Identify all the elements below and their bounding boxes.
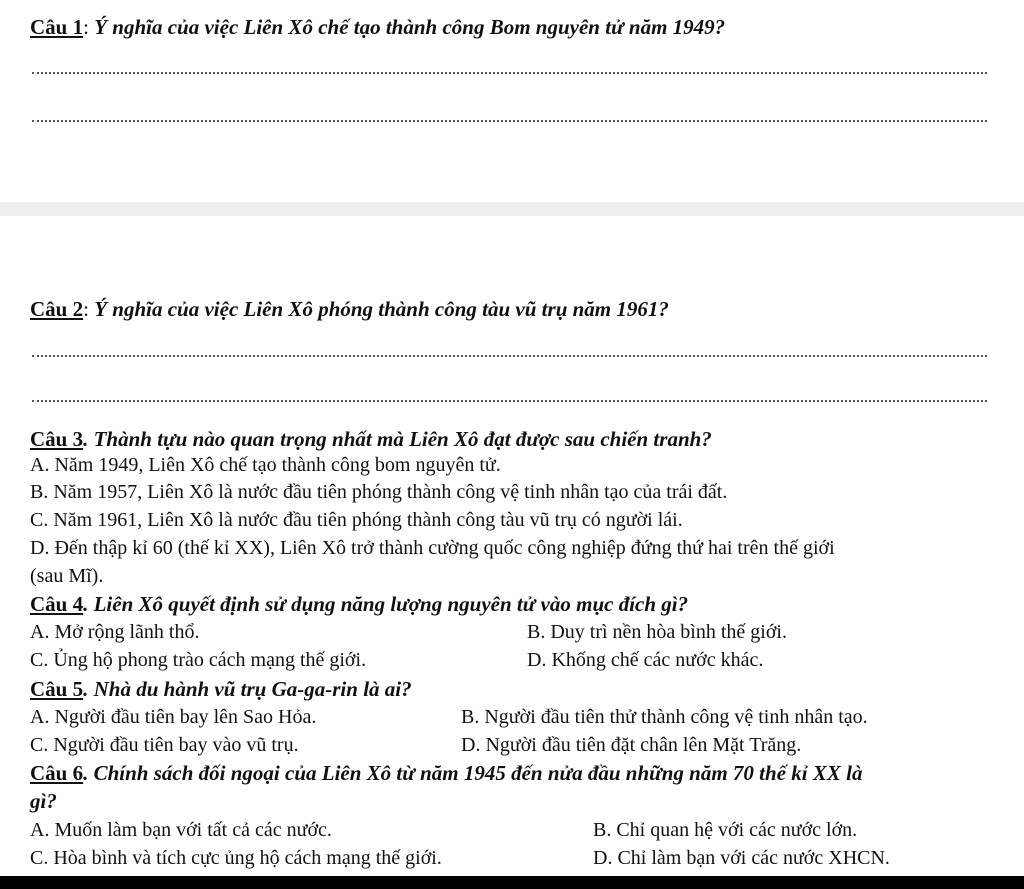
- q3-option-b: B. Năm 1957, Liên Xô là nước đầu tiên phóng thành công vệ tinh nhân tạo của trái đất.: [30, 481, 728, 503]
- question-2-separator: :: [83, 297, 89, 321]
- q3-option-d-cont: (sau Mĩ).: [30, 565, 104, 587]
- q3-option-d: D. Đến thập kỉ 60 (thế kỉ XX), Liên Xô trở thành cường quốc công nghiệp đứng thứ hai trên thế giới: [30, 537, 835, 559]
- q5-option-d: D. Người đầu tiên đặt chân lên Mặt Trăng.: [461, 734, 802, 756]
- q4-option-b: B. Duy trì nền hòa bình thế giới.: [527, 621, 787, 643]
- q6-option-d: D. Chỉ làm bạn với các nước XHCN.: [593, 847, 890, 869]
- question-4-label: Câu 4: [30, 592, 84, 616]
- question-1: [30, 14, 725, 40]
- question-6-label: Câu 6: [30, 761, 84, 785]
- question-5-text: . Nhà du hành vũ trụ Ga-ga-rin là ai?: [83, 677, 412, 701]
- q4-option-d: D. Khống chế các nước khác.: [527, 649, 764, 671]
- question-4: [30, 591, 688, 617]
- question-1-separator: :: [83, 15, 89, 39]
- page-divider: [0, 202, 1024, 216]
- cropped-bottom-edge: [0, 876, 1024, 889]
- q6-option-c: C. Hòa bình và tích cực ủng hộ cách mạng thế giới.: [30, 847, 442, 869]
- question-5-label: Câu 5: [30, 677, 84, 701]
- question-3: [30, 426, 712, 452]
- question-4-text: . Liên Xô quyết định sử dụng năng lượng nguyên tử vào mục đích gì?: [83, 592, 689, 616]
- question-3-label: Câu 3: [30, 427, 84, 451]
- q3-option-a: A. Năm 1949, Liên Xô chế tạo thành công bom nguyên tử.: [30, 454, 501, 476]
- question-2: [30, 296, 669, 322]
- q5-option-c: C. Người đầu tiên bay vào vũ trụ.: [30, 734, 299, 756]
- q4-option-c: C. Ủng hộ phong trào cách mạng thế giới.: [30, 649, 367, 671]
- question-6-text-cont: gì?: [30, 789, 57, 813]
- q5-option-b: B. Người đầu tiên thử thành công vệ tinh nhân tạo.: [461, 706, 868, 728]
- question-2-label: Câu 2: [30, 297, 84, 321]
- question-6-cont: [30, 788, 57, 814]
- question-5: [30, 676, 412, 702]
- question-6-text: . Chính sách đối ngoại của Liên Xô từ năm 1945 đến nửa đầu những năm 70 thế kỉ XX là: [83, 761, 863, 785]
- q6-option-b: B. Chỉ quan hệ với các nước lớn.: [593, 819, 858, 841]
- question-3-text: . Thành tựu nào quan trọng nhất mà Liên Xô đạt được sau chiến tranh?: [83, 427, 712, 451]
- answer-line: [32, 120, 987, 122]
- question-6: [30, 760, 862, 786]
- question-1-text: Ý nghĩa của việc Liên Xô chế tạo thành công Bom nguyên tử năm 1949?: [88, 15, 726, 39]
- question-2-text: Ý nghĩa của việc Liên Xô phóng thành công tàu vũ trụ năm 1961?: [88, 297, 669, 321]
- q4-option-a: A. Mở rộng lãnh thổ.: [30, 621, 200, 643]
- answer-line: [32, 355, 987, 357]
- answer-line: [32, 400, 987, 402]
- question-1-label: Câu 1: [30, 15, 84, 39]
- answer-line: [32, 72, 987, 74]
- q5-option-a: A. Người đầu tiên bay lên Sao Hỏa.: [30, 706, 317, 728]
- q6-option-a: A. Muốn làm bạn với tất cả các nước.: [30, 819, 332, 841]
- q3-option-c: C. Năm 1961, Liên Xô là nước đầu tiên phóng thành công tàu vũ trụ có người lái.: [30, 509, 683, 531]
